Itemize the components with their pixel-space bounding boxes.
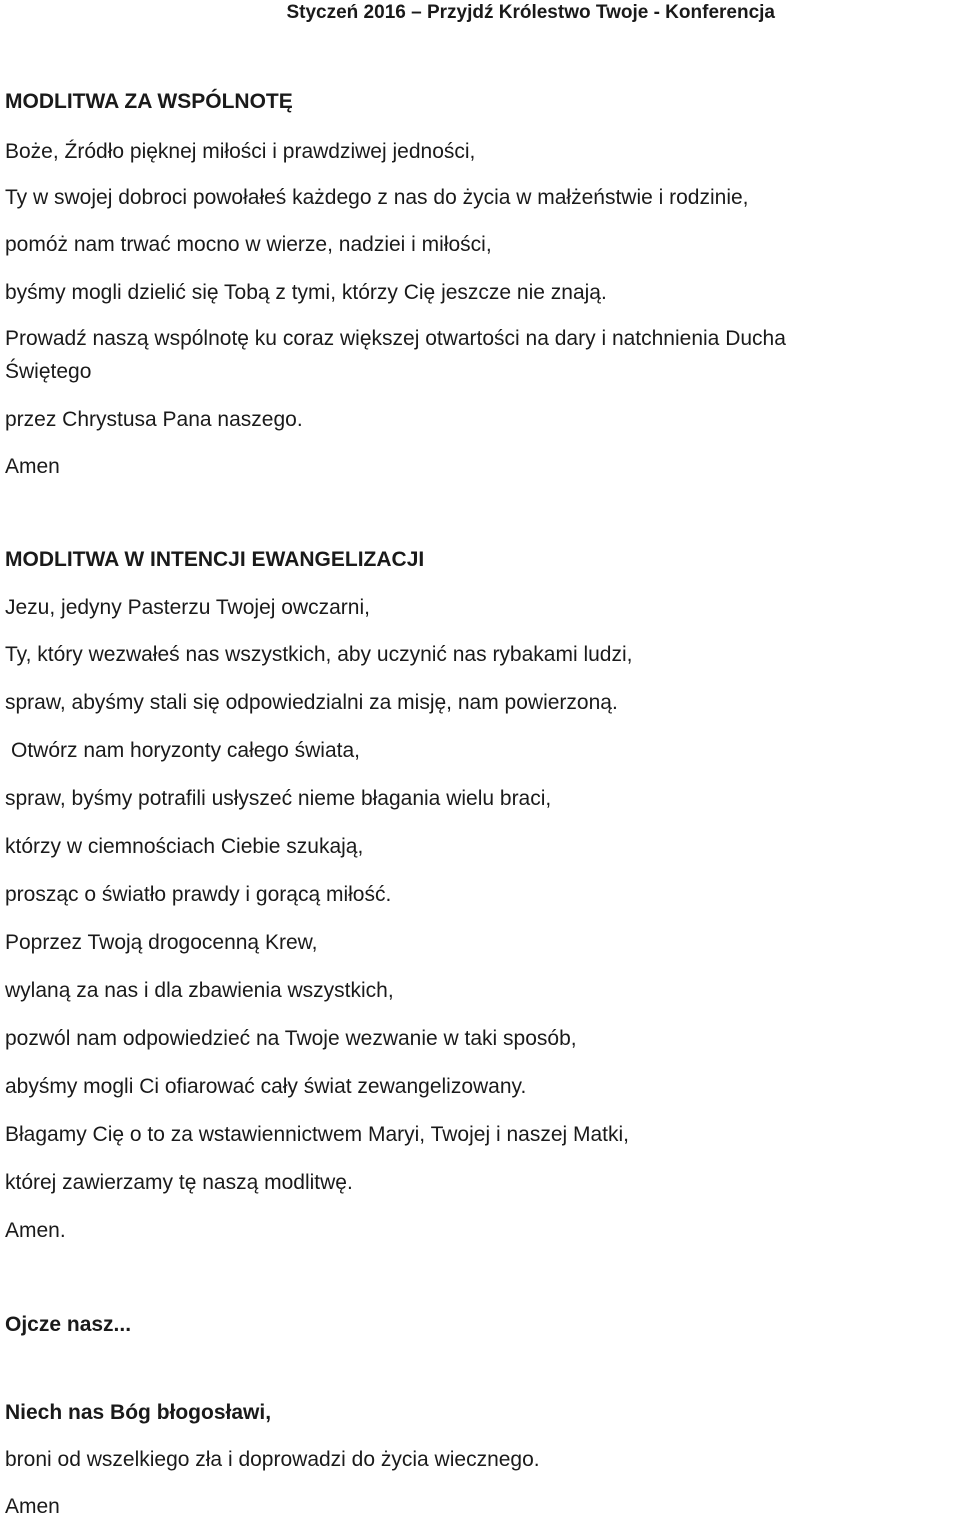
prayer-title-evangelization: MODLITWA W INTENCJI EWANGELIZACJI	[5, 548, 425, 571]
prayer-amen: Amen	[5, 455, 60, 478]
prayer-line: spraw, abyśmy stali się odpowiedzialni za misję, nam powierzoną.	[5, 691, 618, 714]
prayer-line: Świętego	[5, 360, 92, 383]
prayer-line: prosząc o światło prawdy i gorącą miłość.	[5, 883, 392, 906]
prayer-title-community: MODLITWA ZA WSPÓLNOTĘ	[5, 90, 293, 113]
prayer-line: Boże, Źródło pięknej miłości i prawdziwej jedności,	[5, 140, 476, 163]
blessing-title: Niech nas Bóg błogosławi,	[5, 1401, 272, 1424]
prayer-line: której zawierzamy tę naszą modlitwę.	[5, 1171, 353, 1194]
prayer-line: Ty w swojej dobroci powołałeś każdego z nas do życia w małżeństwie i rodzinie,	[5, 186, 749, 209]
prayer-line: którzy w ciemnościach Ciebie szukają,	[5, 835, 364, 858]
prayer-line: Poprzez Twoją drogocenną Krew,	[5, 931, 318, 954]
prayer-line: pomóż nam trwać mocno w wierze, nadziei i miłości,	[5, 233, 492, 256]
prayer-title-our-father: Ojcze nasz...	[5, 1313, 132, 1336]
prayer-line: wylaną za nas i dla zbawienia wszystkich,	[5, 979, 394, 1002]
prayer-line: przez Chrystusa Pana naszego.	[5, 408, 303, 431]
prayer-line: Prowadź naszą wspólnotę ku coraz większej otwartości na dary i natchnienia Ducha	[5, 327, 786, 350]
blessing-amen: Amen	[5, 1495, 60, 1518]
prayer-line: Ty, który wezwałeś nas wszystkich, aby uczynić nas rybakami ludzi,	[5, 643, 633, 666]
prayer-line: byśmy mogli dzielić się Tobą z tymi, którzy Cię jeszcze nie znają.	[5, 281, 607, 304]
prayer-line: spraw, byśmy potrafili usłyszeć nieme błagania wielu braci,	[5, 787, 552, 810]
prayer-line: Jezu, jedyny Pasterzu Twojej owczarni,	[5, 596, 370, 619]
blessing-line: broni od wszelkiego zła i doprowadzi do życia wiecznego.	[5, 1448, 540, 1471]
prayer-line: Otwórz nam horyzonty całego świata,	[11, 739, 360, 762]
prayer-line: Błagamy Cię o to za wstawiennictwem Maryi, Twojej i naszej Matki,	[5, 1123, 630, 1146]
prayer-amen: Amen.	[5, 1219, 66, 1242]
prayer-line: pozwól nam odpowiedzieć na Twoje wezwanie w taki sposób,	[5, 1027, 577, 1050]
page-header: Styczeń 2016 – Przyjdź Królestwo Twoje - Konferencja	[286, 2, 775, 23]
prayer-line: abyśmy mogli Ci ofiarować cały świat zewangelizowany.	[5, 1075, 527, 1098]
